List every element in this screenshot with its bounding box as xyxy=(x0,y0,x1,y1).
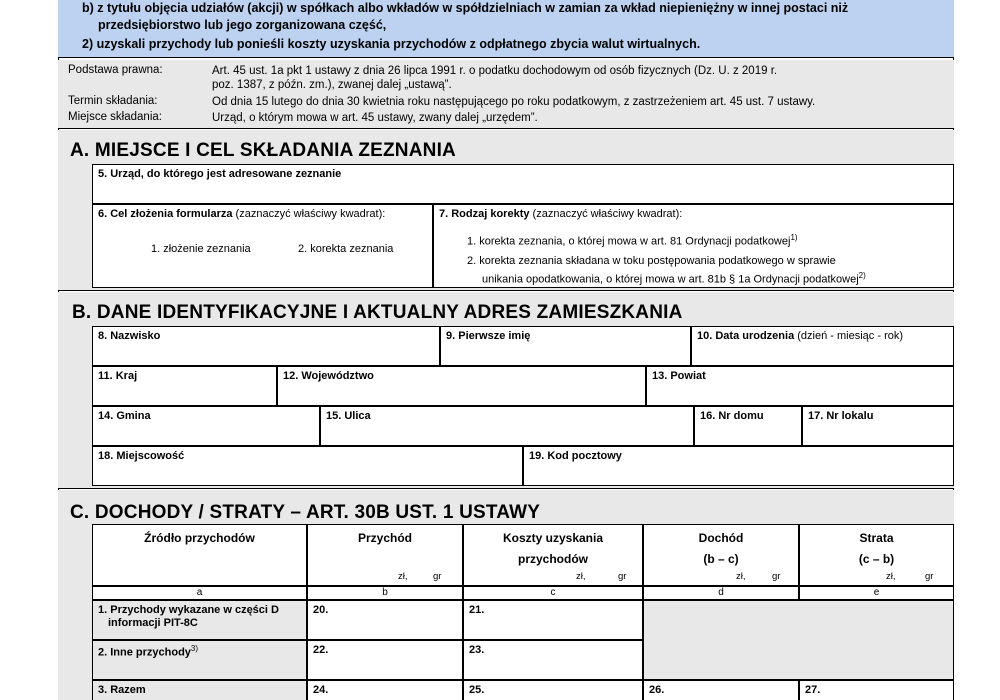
section-c xyxy=(58,490,954,700)
miejsce-label: Miejsce składania: xyxy=(68,111,162,123)
col-letter-d: d xyxy=(643,586,799,600)
col-header-source: Źródło przychodów xyxy=(92,524,307,586)
field-26[interactable]: 26. xyxy=(643,680,799,700)
section-b xyxy=(58,292,954,488)
field-6-purpose: 6. Cel złożenia formularza (zaznaczyć właściwy kwadrat): 1. złożenie zeznania 2. korekta zeznania xyxy=(92,204,433,288)
option-korekta-81b[interactable]: 2. korekta zeznania składana w toku postępowania podatkowego w sprawie xyxy=(467,255,836,267)
col-letter-e: e xyxy=(799,586,954,600)
option-zlozenie[interactable]: 1. złożenie zeznania xyxy=(151,243,251,255)
col-header-revenue: Przychód zł, gr xyxy=(307,524,463,586)
podstawa-value: Art. 45 ust. 1a pkt 1 ustawy z dnia 26 lipca 1991 r. o podatku dochodowym od osób fizycznych (Dz. U. z 2019 r. poz. 1387, z późn. zm.), zwanej dalej „ustawą”. xyxy=(212,65,778,91)
field-21[interactable]: 21. xyxy=(463,600,643,640)
col-letter-c: c xyxy=(463,586,643,600)
field-10-birth-date[interactable]: 10. Data urodzenia (dzień - miesiąc - rok) xyxy=(691,326,954,366)
condition-2: 2) uzyskali przychody lub ponieśli koszty uzyskania przychodów z odpłatnego zbycia walut wirtualnych. xyxy=(82,37,701,51)
termin-value: Od dnia 15 lutego do dnia 30 kwietnia roku następującego po roku podatkowym, z zastrzeżeniem art. 45 ust. 7 ustawy. xyxy=(212,96,816,108)
field-7-correction-type: 7. Rodzaj korekty (zaznaczyć właściwy kwadrat): 1. korekta zeznania, o której mowa w art. 81 Ordynacji podatkowej$^{1)}$ 2. korekta zeznania składana w toku postępowania podatkowego w sprawie unikania opodatkowania, o której mowa w art. 81b § 1a Ordynacji podatkowej$^{2)}$ xyxy=(433,204,954,288)
col-header-loss: Strata (c – b) zł, gr xyxy=(799,524,954,586)
field-27[interactable]: 27. xyxy=(799,680,954,700)
row-3-label: 3. Razem xyxy=(92,680,307,700)
row-1-2-disabled xyxy=(643,600,954,680)
field-25[interactable]: 25. xyxy=(463,680,643,700)
col-header-costs: Koszty uzyskania przychodów zł, gr xyxy=(463,524,643,586)
field-23[interactable]: 23. xyxy=(463,640,643,680)
condition-b: b) z tytułu objęcia udziałów (akcji) w spółkach albo wkładów w spółdzielniach w zamian za wkład niepieniężny w innej postaci niż przedsiębiorstwo lub jego zorganizowana część, xyxy=(82,1,849,32)
legal-info xyxy=(58,60,954,128)
field-5-office[interactable]: 5. Urząd, do którego jest adresowane zeznanie xyxy=(92,164,954,204)
section-a-title: A. MIEJSCE I CEL SKŁADANIA ZEZNANIA xyxy=(70,140,456,161)
option-korekta[interactable]: 2. korekta zeznania xyxy=(298,243,394,255)
field-15-street[interactable]: 15. Ulica xyxy=(320,406,694,446)
col-letter-a: a xyxy=(92,586,307,600)
divider xyxy=(58,128,954,129)
podstawa-label: Podstawa prawna: xyxy=(68,64,163,76)
field-24[interactable]: 24. xyxy=(307,680,463,700)
field-17-apartment-number[interactable]: 17. Nr lokalu xyxy=(802,406,954,446)
option-korekta-81[interactable]: 1. korekta zeznania, o której mowa w art. 81 Ordynacji podatkowej$^{1)}$ xyxy=(467,233,798,248)
section-b-title: B. DANE IDENTYFIKACYJNE I AKTUALNY ADRES ZAMIESZKANIA xyxy=(72,302,683,323)
field-9-first-name[interactable]: 9. Pierwsze imię xyxy=(440,326,691,366)
option-korekta-81b-cont: unikania opodatkowania, o której mowa w art. 81b § 1a Ordynacji podatkowej$^{2)}$ xyxy=(482,271,866,286)
divider xyxy=(58,488,954,489)
field-11-country[interactable]: 11. Kraj xyxy=(92,366,277,406)
termin-label: Termin składania: xyxy=(68,95,158,107)
col-letter-b: b xyxy=(307,586,463,600)
miejsce-value: Urząd, o którym mowa w art. 45 ustawy, zwany dalej „urzędem”. xyxy=(212,112,538,124)
field-14-commune[interactable]: 14. Gmina xyxy=(92,406,320,446)
field-12-voivodeship[interactable]: 12. Województwo xyxy=(277,366,646,406)
section-a xyxy=(58,130,954,290)
field-20[interactable]: 20. xyxy=(307,600,463,640)
row-2-label: 2. Inne przychody$^{3)}$ xyxy=(92,640,307,680)
field-8-surname[interactable]: 8. Nazwisko xyxy=(92,326,440,366)
field-19-postal-code[interactable]: 19. Kod pocztowy xyxy=(523,446,954,486)
field-13-county[interactable]: 13. Powiat xyxy=(646,366,954,406)
row-1-label: 1. Przychody wykazane w części D informacji PIT-8C xyxy=(92,600,307,640)
field-16-house-number[interactable]: 16. Nr domu xyxy=(694,406,802,446)
header-conditions xyxy=(58,0,954,58)
field-18-city[interactable]: 18. Miejscowość xyxy=(92,446,523,486)
col-header-income: Dochód (b – c) zł, gr xyxy=(643,524,799,586)
divider xyxy=(58,290,954,291)
section-c-title: C. DOCHODY / STRATY – ART. 30B UST. 1 USTAWY xyxy=(70,502,541,523)
field-22[interactable]: 22. xyxy=(307,640,463,680)
